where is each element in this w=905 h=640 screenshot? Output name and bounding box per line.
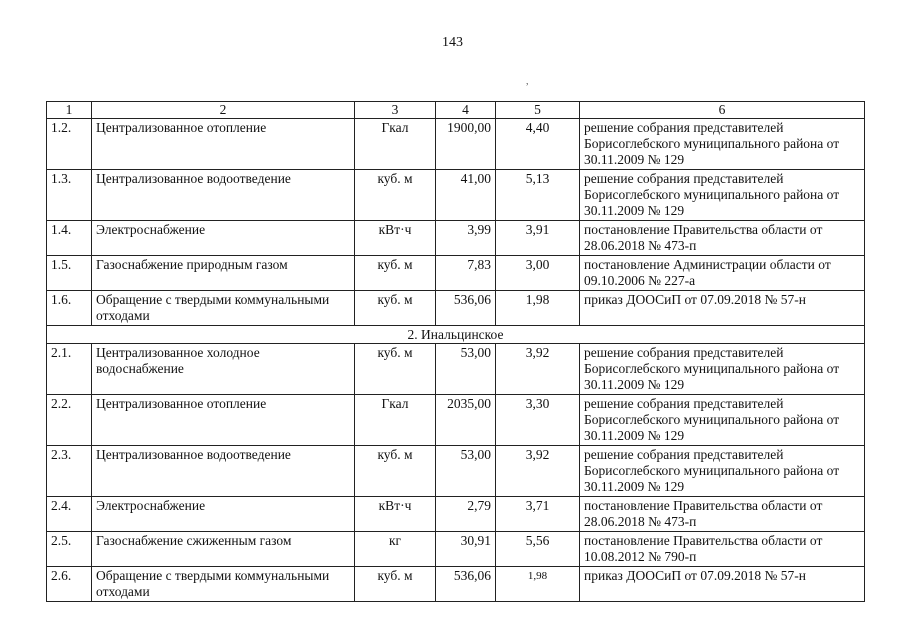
- table-row: [47, 221, 865, 256]
- value-col4: 53,00: [436, 344, 496, 395]
- unit: кВт·ч: [355, 221, 436, 256]
- value-col5: 1,98: [496, 567, 580, 602]
- value-col5: 1,98: [496, 291, 580, 326]
- table-row: [47, 497, 865, 532]
- service-name: Газоснабжение природным газом: [92, 256, 355, 291]
- unit: кг: [355, 532, 436, 567]
- value-col4: 3,99: [436, 221, 496, 256]
- service-name: Централизованное отопление: [92, 119, 355, 170]
- unit: куб. м: [355, 291, 436, 326]
- row-number: 1.6.: [47, 291, 92, 326]
- value-col5: 3,92: [496, 344, 580, 395]
- tariff-table: [46, 101, 865, 602]
- value-col4: 30,91: [436, 532, 496, 567]
- header-cell-2: 2: [92, 102, 355, 119]
- value-col4: 1900,00: [436, 119, 496, 170]
- row-number: 1.2.: [47, 119, 92, 170]
- legal-basis: решение собрания представителей Борисоглебского муниципального района от 30.11.2009 № 129: [580, 170, 865, 221]
- unit: Гкал: [355, 395, 436, 446]
- page-number: 143: [442, 35, 463, 50]
- legal-basis: постановление Правительства области от 10.08.2012 № 790-п: [580, 532, 865, 567]
- table-row: [47, 291, 865, 326]
- value-col5: 3,91: [496, 221, 580, 256]
- header-cell-6: 6: [580, 102, 865, 119]
- header-row: [47, 102, 865, 119]
- value-col5: 4,40: [496, 119, 580, 170]
- service-name: Обращение с твердыми коммунальными отходами: [92, 291, 355, 326]
- section-row: [47, 326, 865, 344]
- legal-basis: приказ ДООСиП от 07.09.2018 № 57-н: [580, 291, 865, 326]
- service-name: Централизованное отопление: [92, 395, 355, 446]
- legal-basis: решение собрания представителей Борисоглебского муниципального района от 30.11.2009 № 129: [580, 446, 865, 497]
- header-cell-5: 5: [496, 102, 580, 119]
- unit: Гкал: [355, 119, 436, 170]
- service-name: Электроснабжение: [92, 221, 355, 256]
- header-cell-3: 3: [355, 102, 436, 119]
- table-row: [47, 256, 865, 291]
- legal-basis: решение собрания представителей Борисоглебского муниципального района от 30.11.2009 № 129: [580, 395, 865, 446]
- service-name: Централизованное холодное водоснабжение: [92, 344, 355, 395]
- unit: куб. м: [355, 170, 436, 221]
- table-row: [47, 567, 865, 602]
- row-number: 2.4.: [47, 497, 92, 532]
- value-col5: 3,92: [496, 446, 580, 497]
- value-col4: 536,06: [436, 567, 496, 602]
- table-row: [47, 170, 865, 221]
- header-cell-4: 4: [436, 102, 496, 119]
- unit: куб. м: [355, 256, 436, 291]
- legal-basis: приказ ДООСиП от 07.09.2018 № 57-н: [580, 567, 865, 602]
- service-name: Электроснабжение: [92, 497, 355, 532]
- value-col4: 53,00: [436, 446, 496, 497]
- value-col5: 3,00: [496, 256, 580, 291]
- service-name: Централизованное водоотведение: [92, 170, 355, 221]
- unit: куб. м: [355, 567, 436, 602]
- row-number: 2.1.: [47, 344, 92, 395]
- table-row: [47, 344, 865, 395]
- table-row: [47, 532, 865, 567]
- value-col4: 2,79: [436, 497, 496, 532]
- row-number: 2.6.: [47, 567, 92, 602]
- service-name: Обращение с твердыми коммунальными отходами: [92, 567, 355, 602]
- row-number: 2.5.: [47, 532, 92, 567]
- unit: куб. м: [355, 344, 436, 395]
- legal-basis: постановление Администрации области от 09.10.2006 № 227-а: [580, 256, 865, 291]
- table-row: [47, 446, 865, 497]
- legal-basis: постановление Правительства области от 28.06.2018 № 473-п: [580, 221, 865, 256]
- value-col5: 3,71: [496, 497, 580, 532]
- header-cell-1: 1: [47, 102, 92, 119]
- row-number: 1.3.: [47, 170, 92, 221]
- row-number: 2.2.: [47, 395, 92, 446]
- table-row: [47, 395, 865, 446]
- service-name: Газоснабжение сжиженным газом: [92, 532, 355, 567]
- row-number: 2.3.: [47, 446, 92, 497]
- unit: кВт·ч: [355, 497, 436, 532]
- value-col4: 7,83: [436, 256, 496, 291]
- row-number: 1.4.: [47, 221, 92, 256]
- service-name: Централизованное водоотведение: [92, 446, 355, 497]
- unit: куб. м: [355, 446, 436, 497]
- table-row: [47, 119, 865, 170]
- value-col4: 536,06: [436, 291, 496, 326]
- value-col5: 3,30: [496, 395, 580, 446]
- value-col5: 5,56: [496, 532, 580, 567]
- legal-basis: решение собрания представителей Борисоглебского муниципального района от 30.11.2009 № 129: [580, 119, 865, 170]
- value-col4: 2035,00: [436, 395, 496, 446]
- value-col4: 41,00: [436, 170, 496, 221]
- section-title: 2. Инальцинское: [47, 326, 865, 344]
- legal-basis: постановление Правительства области от 28.06.2018 № 473-п: [580, 497, 865, 532]
- row-number: 1.5.: [47, 256, 92, 291]
- value-col5: 5,13: [496, 170, 580, 221]
- legal-basis: решение собрания представителей Борисоглебского муниципального района от 30.11.2009 № 129: [580, 344, 865, 395]
- scan-speck: ,: [526, 76, 529, 87]
